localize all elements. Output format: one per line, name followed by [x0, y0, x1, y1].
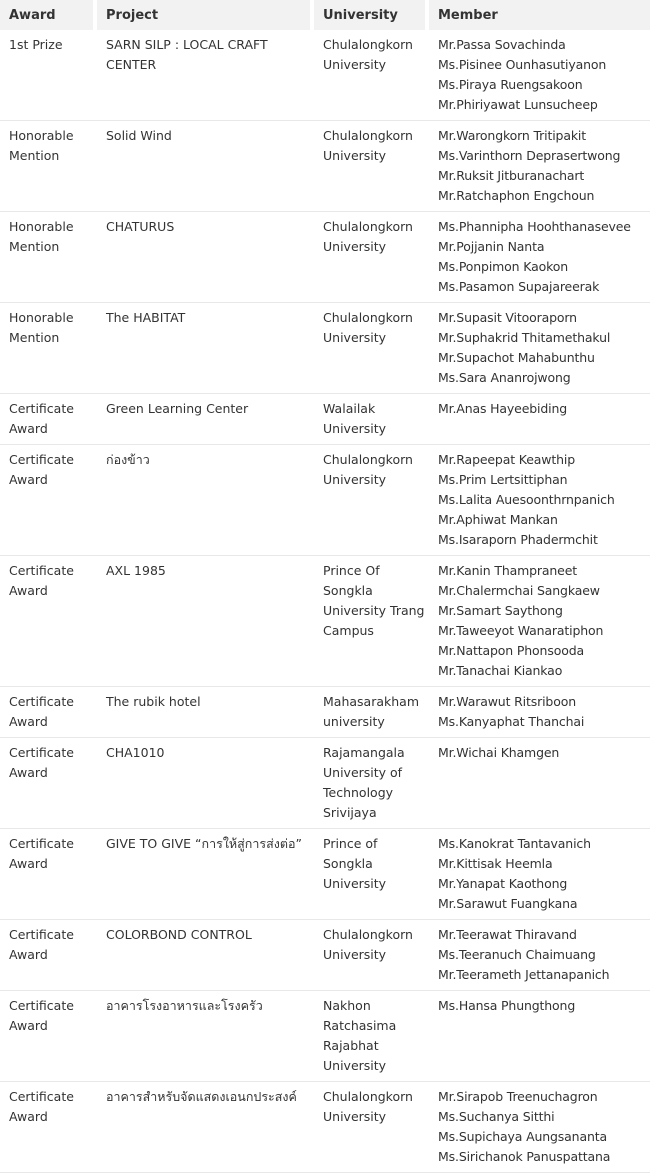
- member-cell: [429, 991, 650, 1082]
- university-cell: Prince of Songkla University: [314, 829, 429, 920]
- member-cell: [429, 1082, 650, 1173]
- award-cell: Certificate Award: [0, 920, 97, 991]
- university-cell: Walailak University: [314, 394, 429, 445]
- member-cell: [429, 303, 650, 394]
- member-name: Mr.Aphiwat Mankan: [438, 512, 558, 527]
- header-row: [0, 0, 650, 30]
- member-name: Ms.Kanyaphat Thanchai: [438, 714, 585, 729]
- member-name: Mr.Chalermchai Sangkaew: [438, 583, 600, 598]
- award-cell: Honorable Mention: [0, 121, 97, 212]
- member-name: Mr.Yanapat Kaothong: [438, 876, 568, 891]
- table-row: [0, 687, 650, 738]
- member-name: Ms.Ponpimon Kaokon: [438, 259, 569, 274]
- member-name: Mr.Suphakrid Thitamethakul: [438, 330, 611, 345]
- member-name: Ms.Prim Lertsittiphan: [438, 472, 568, 487]
- university-cell: Chulalongkorn University: [314, 445, 429, 556]
- member-name: Ms.Kanokrat Tantavanich: [438, 836, 591, 851]
- table-body: [0, 30, 650, 1173]
- member-name: Mr.Sarawut Fuangkana: [438, 896, 578, 911]
- member-name: Ms.Lalita Auesoonthrnpanich: [438, 492, 615, 507]
- table-row: [0, 829, 650, 920]
- member-name: Ms.Hansa Phungthong: [438, 998, 576, 1013]
- member-name: Mr.Supasit Vitooraporn: [438, 310, 577, 325]
- member-name: Ms.Sirichanok Panuspattana: [438, 1149, 611, 1164]
- university-cell: Nakhon Ratchasima Rajabhat University: [314, 991, 429, 1082]
- table-row: [0, 121, 650, 212]
- award-cell: Certificate Award: [0, 829, 97, 920]
- member-name: Ms.Phannipha Hoohthanasevee: [438, 219, 631, 234]
- member-name: Mr.Anas Hayeebiding: [438, 401, 568, 416]
- member-name: Ms.Supichaya Aungsananta: [438, 1129, 607, 1144]
- member-name: Mr.Samart Saythong: [438, 603, 563, 618]
- university-cell: Chulalongkorn University: [314, 920, 429, 991]
- member-cell: [429, 212, 650, 303]
- member-name: Mr.Kanin Thampraneet: [438, 563, 578, 578]
- table-row: [0, 445, 650, 556]
- member-name: Mr.Ratchaphon Engchoun: [438, 188, 595, 203]
- member-name: Ms.Varinthorn Deprasertwong: [438, 148, 621, 163]
- member-name: Mr.Passa Sovachinda: [438, 37, 566, 52]
- award-cell: Certificate Award: [0, 738, 97, 829]
- header-university: University: [314, 0, 429, 30]
- member-name: Ms.Sara Ananrojwong: [438, 370, 571, 385]
- award-cell: 1st Prize: [0, 30, 97, 121]
- member-name: Mr.Sirapob Treenuchagron: [438, 1089, 598, 1104]
- table-row: [0, 738, 650, 829]
- project-cell: CHA1010: [97, 738, 314, 829]
- award-cell: Honorable Mention: [0, 212, 97, 303]
- member-name: Mr.Teerawat Thiravand: [438, 927, 577, 942]
- member-name: Mr.Pojjanin Nanta: [438, 239, 545, 254]
- member-name: Ms.Isaraporn Phadermchit: [438, 532, 598, 547]
- member-cell: [429, 738, 650, 829]
- university-cell: Chulalongkorn University: [314, 30, 429, 121]
- header-member: Member: [429, 0, 650, 30]
- table-row: [0, 30, 650, 121]
- university-cell: Chulalongkorn University: [314, 212, 429, 303]
- university-cell: Rajamangala University of Technology Srivijaya: [314, 738, 429, 829]
- table-row: [0, 212, 650, 303]
- project-cell: AXL 1985: [97, 556, 314, 687]
- table-row: [0, 556, 650, 687]
- project-cell: The HABITAT: [97, 303, 314, 394]
- member-cell: [429, 556, 650, 687]
- university-cell: Mahasarakham university: [314, 687, 429, 738]
- project-cell: อาคารโรงอาหารและโรงครัว: [97, 991, 314, 1082]
- table-header: [0, 0, 650, 30]
- award-cell: Certificate Award: [0, 445, 97, 556]
- header-project: Project: [97, 0, 314, 30]
- member-cell: [429, 121, 650, 212]
- member-cell: [429, 920, 650, 991]
- member-cell: [429, 394, 650, 445]
- university-cell: Prince Of Songkla University Trang Campus: [314, 556, 429, 687]
- university-cell: Chulalongkorn University: [314, 303, 429, 394]
- member-name: Ms.Suchanya Sitthi: [438, 1109, 555, 1124]
- project-cell: COLORBOND CONTROL: [97, 920, 314, 991]
- project-cell: Solid Wind: [97, 121, 314, 212]
- member-name: Mr.Ruksit Jitburanachart: [438, 168, 585, 183]
- project-cell: CHATURUS: [97, 212, 314, 303]
- project-cell: GIVE TO GIVE “การให้สู่การส่งต่อ”: [97, 829, 314, 920]
- table-row: [0, 394, 650, 445]
- member-name: Mr.Teerameth Jettanapanich: [438, 967, 610, 982]
- award-cell: Certificate Award: [0, 556, 97, 687]
- member-name: Mr.Kittisak Heemla: [438, 856, 553, 871]
- member-name: Ms.Pisinee Ounhasutiyanon: [438, 57, 607, 72]
- award-cell: Certificate Award: [0, 991, 97, 1082]
- university-cell: Chulalongkorn University: [314, 121, 429, 212]
- member-name: Mr.Nattapon Phonsooda: [438, 643, 584, 658]
- award-cell: Certificate Award: [0, 1082, 97, 1173]
- project-cell: SARN SILP : LOCAL CRAFT CENTER: [97, 30, 314, 121]
- member-name: Mr.Supachot Mahabunthu: [438, 350, 595, 365]
- member-cell: [429, 30, 650, 121]
- project-cell: Green Learning Center: [97, 394, 314, 445]
- member-name: Mr.Phiriyawat Lunsucheep: [438, 97, 598, 112]
- member-cell: [429, 445, 650, 556]
- member-name: Mr.Warawut Ritsriboon: [438, 694, 576, 709]
- member-name: Mr.Tanachai Kiankao: [438, 663, 563, 678]
- member-name: Mr.Rapeepat Keawthip: [438, 452, 575, 467]
- university-cell: Chulalongkorn University: [314, 1082, 429, 1173]
- table-row: [0, 991, 650, 1082]
- award-cell: Honorable Mention: [0, 303, 97, 394]
- member-cell: [429, 687, 650, 738]
- project-cell: ก่องข้าว: [97, 445, 314, 556]
- table-row: [0, 1082, 650, 1173]
- header-award: Award: [0, 0, 97, 30]
- member-name: Ms.Piraya Ruengsakoon: [438, 77, 583, 92]
- member-name: Ms.Pasamon Supajareerak: [438, 279, 600, 294]
- table-row: [0, 920, 650, 991]
- member-name: Ms.Teeranuch Chaimuang: [438, 947, 596, 962]
- project-cell: The rubik hotel: [97, 687, 314, 738]
- member-cell: [429, 829, 650, 920]
- award-cell: Certificate Award: [0, 687, 97, 738]
- award-cell: Certificate Award: [0, 394, 97, 445]
- table-row: [0, 303, 650, 394]
- project-cell: อาคารสำหรับจัดแสดงเอนกประสงค์: [97, 1082, 314, 1173]
- member-name: Mr.Warongkorn Tritipakit: [438, 128, 586, 143]
- member-name: Mr.Taweeyot Wanaratiphon: [438, 623, 604, 638]
- member-name: Mr.Wichai Khamgen: [438, 745, 560, 760]
